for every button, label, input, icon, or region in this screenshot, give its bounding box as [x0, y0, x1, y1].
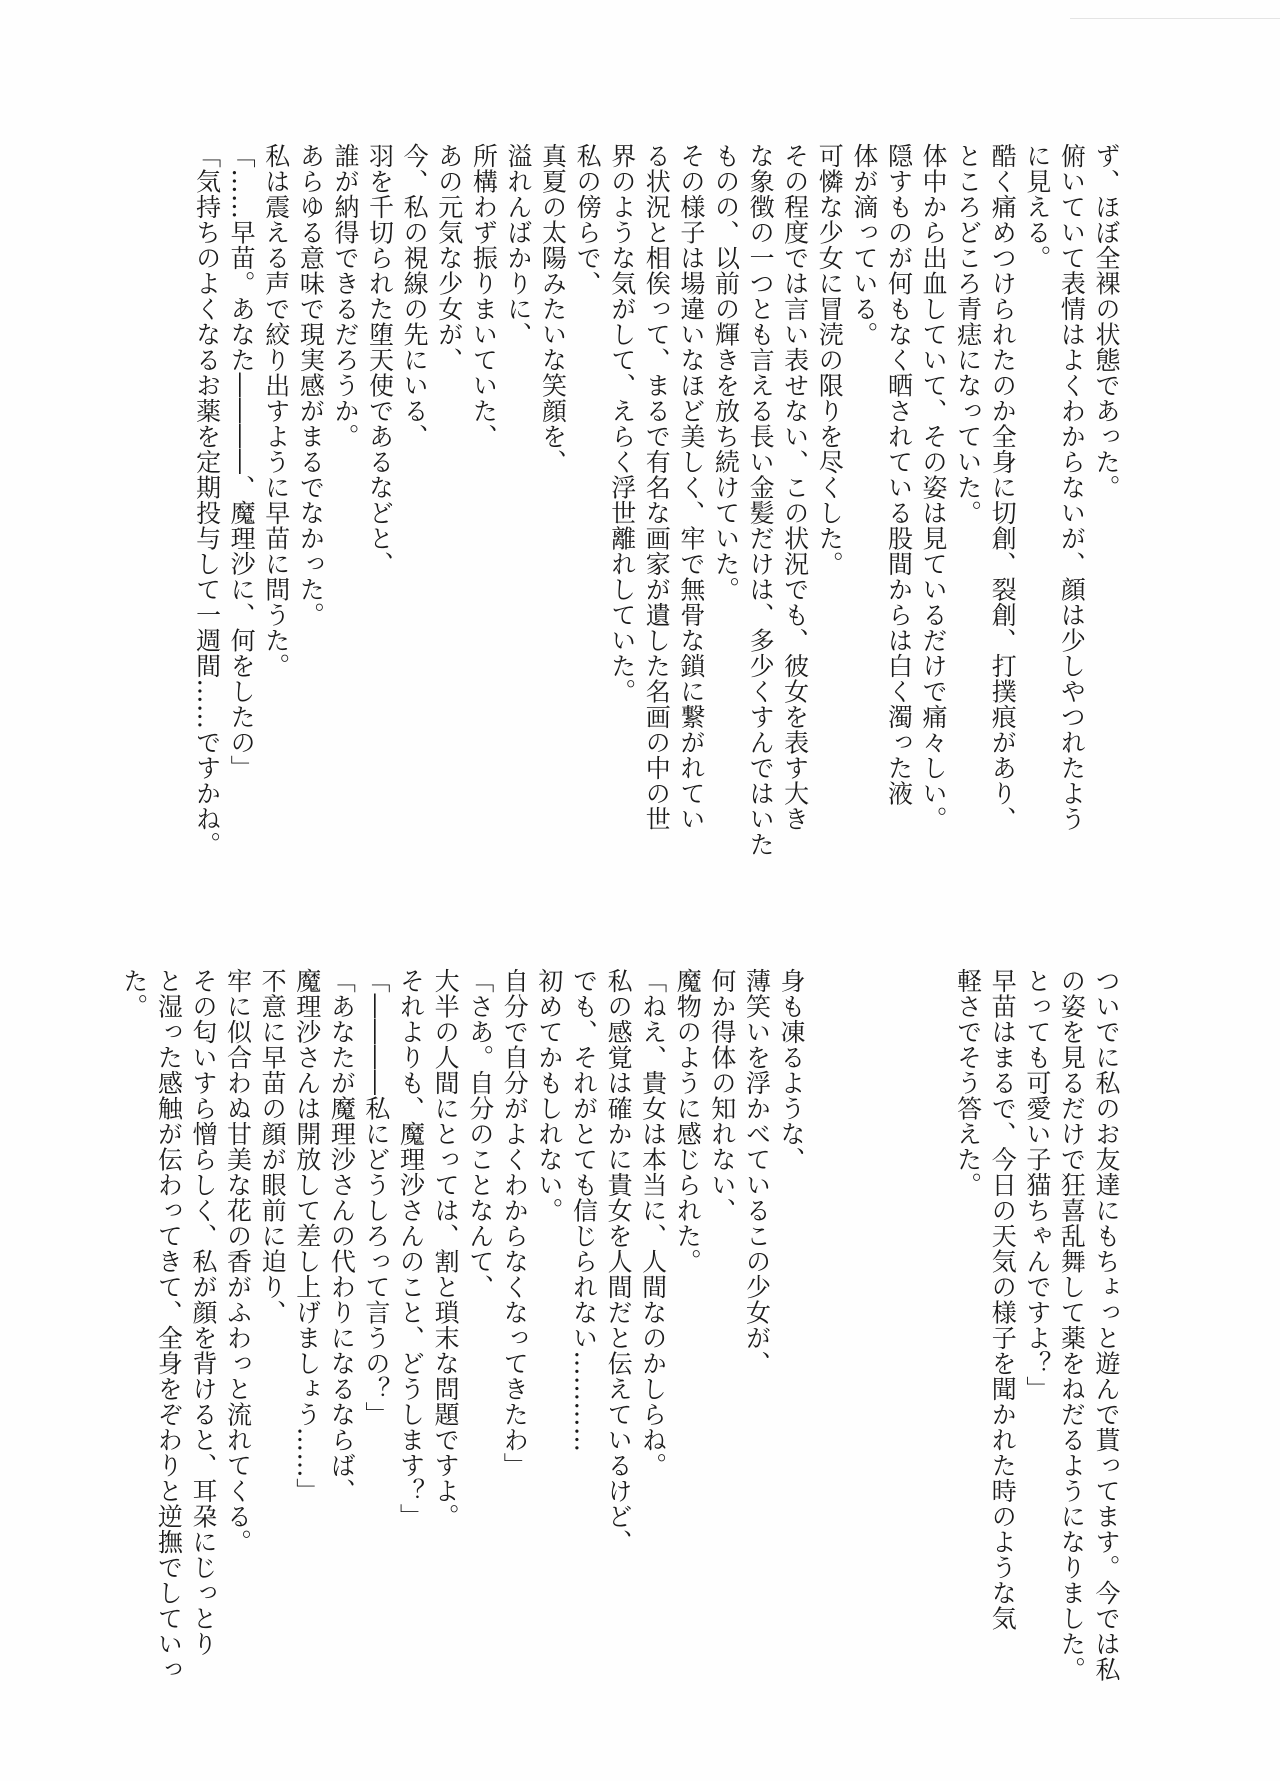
text-column: 私の感覚は確かに貴女を人間だと伝えているけど、 — [604, 968, 634, 1555]
text-column: 所構わず振りまいていた、 — [469, 143, 499, 449]
text-column: と湿った感触が伝わってきて、全身をぞわりと逆撫でしていっ — [154, 968, 184, 1682]
stanza-gap — [808, 968, 950, 1673]
text-column: 俯いていて表情はよくわからないが、顔は少しやつれたよう — [1057, 143, 1087, 832]
text-column: その様子は場違いなほど美しく、牢で無骨な鎖に繋がれてい — [676, 143, 706, 832]
text-column: の姿を見るだけで狂喜乱舞して薬をねだるようになりました。 — [1057, 968, 1087, 1682]
text-column: ものの、以前の輝きを放ち続けていた。 — [711, 143, 741, 602]
lower-text-block — [119, 968, 1123, 1682]
text-column: 初めてかもしれない。 — [534, 968, 564, 1223]
text-column: な象徴の一つとも言える長い金髪だけは、多少くすんではいた — [746, 143, 776, 857]
text-column: その匂いすら憎らしく、私が顔を背けると、耳朶にじっとり — [188, 968, 218, 1657]
text-column: る状況と相俟って、まるで有名な画家が遺した名画の中の世 — [642, 143, 672, 832]
text-column: 「……早苗。あなた――――、魔理沙に、何をしたの」 — [227, 143, 257, 781]
text-column: 「あなたが魔理沙さんの代わりになるならば、 — [327, 968, 357, 1504]
text-column: 「ねえ、貴女は本当に、人間なのかしらね。 — [638, 968, 668, 1478]
upper-text-block — [143, 143, 1123, 857]
text-column: 牢に似合わぬ甘美な花の香がふわっと流れてくる。 — [223, 968, 253, 1555]
text-column: 酷く痛めつけられたのか全身に切創、裂創、打撲痕があり、 — [988, 143, 1018, 832]
text-column: 溢れんばかりに、 — [503, 143, 533, 347]
text-column: 自分で自分がよくわからなくなってきたわ」 — [500, 968, 530, 1478]
text-column: 今、私の視線の先にいる、 — [400, 143, 430, 449]
text-column: 体が滴っている。 — [849, 143, 879, 347]
text-column: 隠すものが何もなく晒されている股間からは白く濁った液 — [884, 143, 914, 806]
text-column: 身も凍るような、 — [777, 968, 807, 1172]
text-column: 可憐な少女に冒涜の限りを尽くした。 — [815, 143, 845, 577]
text-column: ところどころ青痣になっていた。 — [953, 143, 983, 526]
text-column: ついでに私のお友達にもちょっと遊んで貰ってます。今では私 — [1092, 968, 1121, 1682]
text-column: それよりも、魔理沙さんのこと、どうします？」 — [396, 968, 426, 1529]
text-column: 誰が納得できるだろうか。 — [330, 143, 360, 449]
text-column: 「さあ。自分のことなんて、 — [465, 968, 495, 1300]
text-column: 薄笑いを浮かべているこの少女が、 — [742, 968, 772, 1376]
text-column: でも、それがとても信じられない………… — [569, 968, 599, 1453]
text-column: た。 — [119, 968, 149, 1019]
text-column: とっても可愛い子猫ちゃんですよ？」 — [1022, 968, 1052, 1402]
text-column: 魔理沙さんは開放して差し上げましょう……」 — [292, 968, 322, 1504]
text-column: 私は震える声で絞り出すように早苗に問うた。 — [261, 143, 291, 679]
text-column: 何か得体の知れない、 — [707, 968, 737, 1223]
text-column: ず、ほぼ全裸の状態であった。 — [1092, 143, 1121, 500]
text-column: 大半の人間にとっては、割と瑣末な問題ですよ。 — [431, 968, 461, 1529]
text-column: 早苗はまるで、今日の天気の様子を聞かれた時のような気 — [988, 968, 1018, 1631]
scan-edge-line — [1070, 18, 1280, 19]
text-column: あらゆる意味で現実感がまるでなかった。 — [296, 143, 326, 628]
text-column: 真夏の太陽みたいな笑顔を、 — [538, 143, 568, 475]
text-column: 不意に早苗の顔が眼前に迫り、 — [258, 968, 288, 1325]
text-column: あの元気な少女が、 — [434, 143, 464, 373]
text-column: 体中から出血していて、その姿は見ているだけで痛々しい。 — [919, 143, 949, 832]
text-column: 魔物のように感じられた。 — [673, 968, 703, 1274]
text-column: その程度では言い表せない、この状況でも、彼女を表す大き — [780, 143, 810, 832]
text-column: 軽さでそう答えた。 — [953, 968, 983, 1198]
text-column: 「気持ちのよくなるお薬を定期投与して一週間……ですかね。 — [192, 143, 222, 857]
text-column: 私の傍らで、 — [573, 143, 603, 296]
text-column: 「――――私にどうしろって言うの？」 — [361, 968, 391, 1427]
text-column: 界のような気がして、えらく浮世離れしていた。 — [607, 143, 637, 704]
text-column: 羽を千切られた堕天使であるなどと、 — [365, 143, 395, 577]
text-column: に見える。 — [1022, 143, 1052, 271]
